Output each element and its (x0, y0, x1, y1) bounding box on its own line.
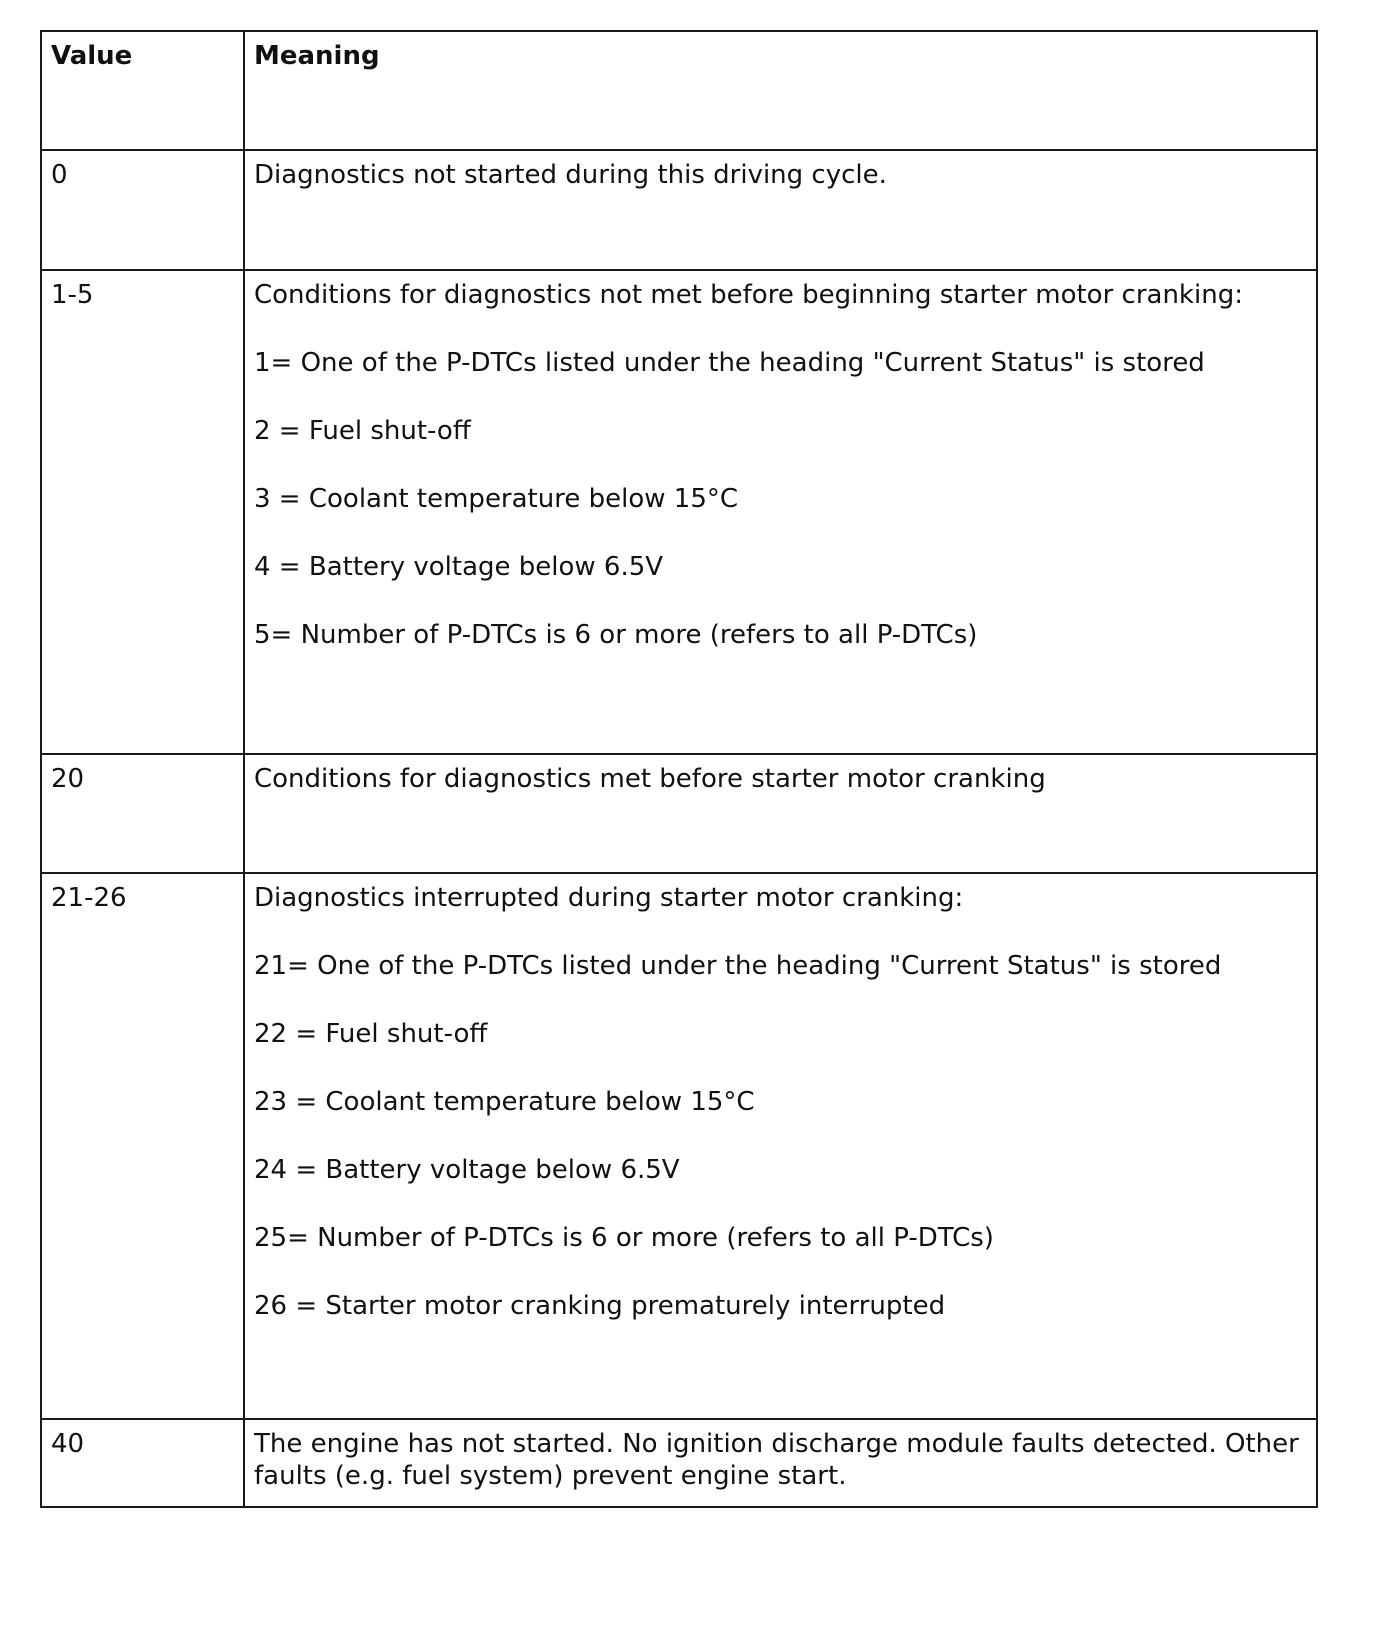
meaning-line: 3 = Coolant temperature below 15°C (254, 484, 739, 514)
value-meaning-table (40, 30, 1318, 1508)
meaning-line: 2 = Fuel shut-off (254, 416, 471, 446)
row-value-cell: 0 (41, 150, 244, 270)
header-meaning: Meaning (244, 31, 1317, 150)
row-meaning-cell (244, 754, 1317, 873)
meaning-line: 25= Number of P-DTCs is 6 or more (refers to all P-DTCs) (254, 1223, 994, 1253)
meaning-line: Diagnostics not started during this driving cycle. (254, 160, 887, 190)
meaning-line: 4 = Battery voltage below 6.5V (254, 552, 664, 582)
table-row (41, 1419, 1317, 1507)
row-meaning-cell (244, 270, 1317, 754)
meaning-line: 26 = Starter motor cranking prematurely interrupted (254, 1291, 946, 1321)
header-value: Value (41, 31, 244, 150)
meaning-line: 21= One of the P-DTCs listed under the heading "Current Status" is stored (254, 951, 1222, 981)
row-value-cell: 40 (41, 1419, 244, 1507)
meaning-line: 24 = Battery voltage below 6.5V (254, 1155, 680, 1185)
header-row (41, 31, 1317, 150)
row-meaning-cell (244, 1419, 1317, 1507)
meaning-line: 5= Number of P-DTCs is 6 or more (refers to all P-DTCs) (254, 620, 978, 650)
row-value-cell: 21-26 (41, 873, 244, 1419)
table-row (41, 754, 1317, 873)
meaning-line: 23 = Coolant temperature below 15°C (254, 1087, 755, 1117)
table-row (41, 270, 1317, 754)
meaning-line: The engine has not started. No ignition discharge module faults detected. Other faults (e.g. fuel system) prevent engine start. (254, 1429, 1299, 1491)
row-value-cell: 1-5 (41, 270, 244, 754)
table-row (41, 150, 1317, 270)
meaning-line: 22 = Fuel shut-off (254, 1019, 488, 1049)
meaning-line: Diagnostics interrupted during starter motor cranking: (254, 883, 964, 913)
meaning-line: Conditions for diagnostics not met before beginning starter motor cranking: (254, 280, 1243, 310)
meaning-line: 1= One of the P-DTCs listed under the heading "Current Status" is stored (254, 348, 1205, 378)
table-row (41, 873, 1317, 1419)
row-meaning-cell (244, 150, 1317, 270)
row-value-cell: 20 (41, 754, 244, 873)
meaning-line: Conditions for diagnostics met before starter motor cranking (254, 764, 1046, 794)
row-meaning-cell (244, 873, 1317, 1419)
